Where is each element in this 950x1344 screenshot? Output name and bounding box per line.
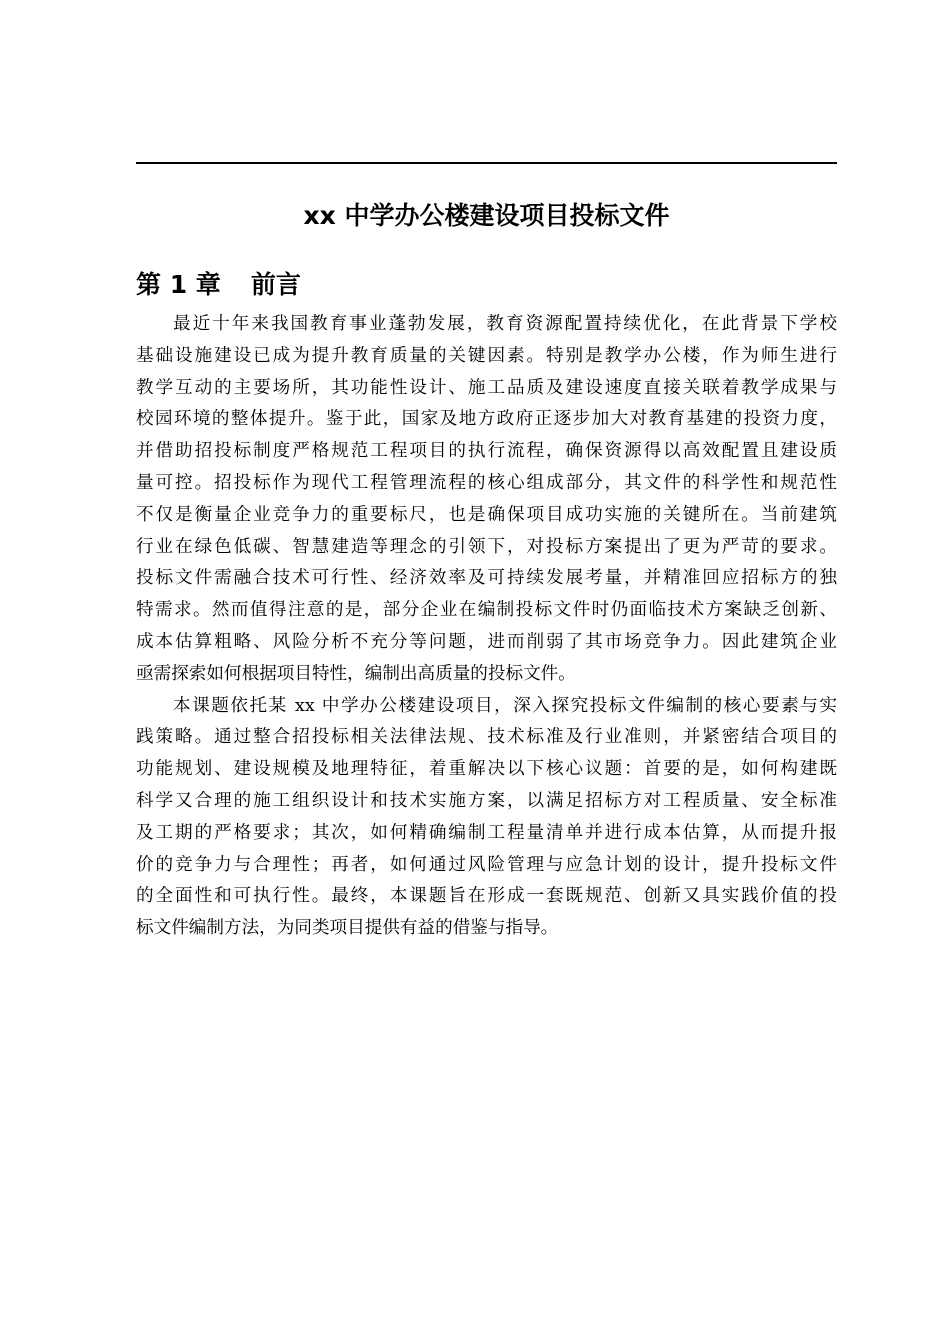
paragraph-line: 科学又合理的施工组织设计和技术实施方案，以满足招标方对工程质量、安全标准 xyxy=(136,790,837,811)
paragraph-line: 本课题依托某 xx 中学办公楼建设项目，深入探究投标文件编制的核心要素与实 xyxy=(173,695,837,716)
paragraph-line: 的全面性和可执行性。最终，本课题旨在形成一套既规范、创新又具实践价值的投 xyxy=(136,886,837,907)
paragraph-line: 及工期的严格要求；其次，如何精确编制工程量清单并进行成本估算，从而提升报 xyxy=(136,822,837,843)
paragraph-line: 基础设施建设已成为提升教育质量的关键因素。特别是教学办公楼，作为师生进行 xyxy=(136,345,837,366)
paragraph-line: 最近十年来我国教育事业蓬勃发展，教育资源配置持续优化，在此背景下学校 xyxy=(173,314,837,334)
paragraph-line: 量可控。招投标作为现代工程管理流程的核心组成部分，其文件的科学性和规范性 xyxy=(136,472,837,493)
paragraph-line: 价的竞争力与合理性；再者，如何通过风险管理与应急计划的设计，提升投标文件 xyxy=(136,854,837,875)
paragraph-line: 不仅是衡量企业竞争力的重要标尺，也是确保项目成功实施的关键所在。当前建筑 xyxy=(136,504,837,525)
chapter-title: 前言 xyxy=(250,270,301,299)
header-rule xyxy=(136,162,837,164)
paragraph-line: 并借助招投标制度严格规范工程项目的执行流程，确保资源得以高效配置且建设质 xyxy=(136,441,837,462)
chapter-body xyxy=(136,309,837,945)
paragraph-line: 校园环境的整体提升。鉴于此，国家及地方政府正逐步加大对教育基建的投资力度， xyxy=(136,409,837,430)
paragraph-line: 践策略。通过整合招投标相关法律法规、技术标准及行业准则，并紧密结合项目的 xyxy=(136,727,837,748)
paragraph-line: 功能规划、建设规模及地理特征，着重解决以下核心议题：首要的是，如何构建既 xyxy=(136,759,837,780)
paragraph-line: 特需求。然而值得注意的是，部分企业在编制投标文件时仍面临技术方案缺乏创新、 xyxy=(136,600,837,621)
paragraph-line: 行业在绿色低碳、智慧建造等理念的引领下，对投标方案提出了更为严苛的要求。 xyxy=(136,536,837,557)
chapter-heading xyxy=(136,266,837,304)
chapter-number: 第 1 章 xyxy=(136,270,221,299)
paragraph-2 xyxy=(136,691,837,945)
paragraph-line: 投标文件需融合技术可行性、经济效率及可持续发展考量，并精准回应招标方的独 xyxy=(136,568,837,589)
paragraph-line: 成本估算粗略、风险分析不充分等问题，进而削弱了其市场竞争力。因此建筑企业 xyxy=(136,631,837,652)
paragraph-line: 教学互动的主要场所，其功能性设计、施工品质及建设速度直接关联着教学成果与 xyxy=(136,377,837,398)
paragraph-line: 标文件编制方法，为同类项目提供有益的借鉴与指导。 xyxy=(136,918,559,939)
paragraph-line: 亟需探索如何根据项目特性，编制出高质量的投标文件。 xyxy=(136,663,576,684)
document-title: xx 中学办公楼建设项目投标文件 xyxy=(303,201,670,230)
paragraph-1 xyxy=(136,309,837,691)
